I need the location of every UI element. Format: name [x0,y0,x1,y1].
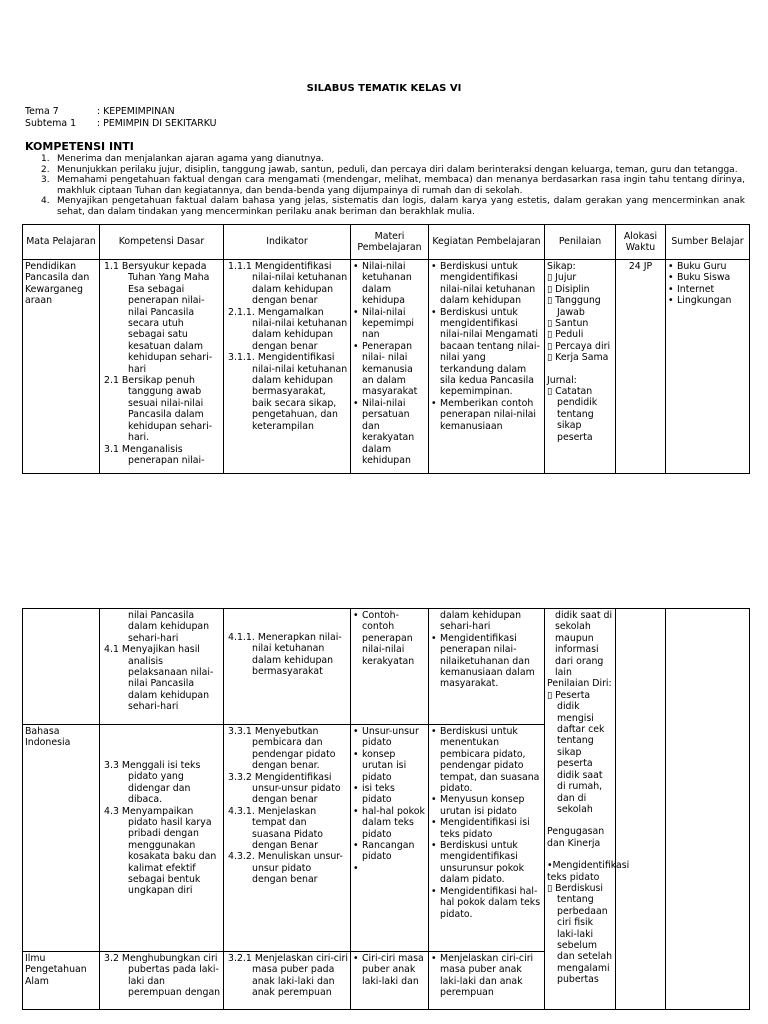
subtema-row [25,118,217,129]
cell-mapel: Ilmu Pengetahuan Alam [23,952,100,1010]
header-sumber: Sumber Belajar [666,225,750,260]
cell-alokasi [616,609,666,1010]
cell-indikator: 1.1.1 Mengidentifikasi nilai-nilai ketuhanan dalam kehidupan dengan benar 2.1.1. Mengamalkan nilai-nilai ketuhanan dalam kehidupan dengan benar 3.1.1. Mengidentifikasi nilai-nilai ketuhanan dalam kehidupan bermasyarakat, baik secara sikap, pengetahuan, dan keterampilan [224,260,351,474]
cell-indikator: 3.3.1 Menyebutkan pembicara dan pendengar pidato dengan benar. 3.3.2 Mengidentifikasi unsur-unsur pidato dengan benar 4.3.1. Menjelaskan tempat dan suasana Pidato dengan Benar 4.3.2. Menuliskan unsur-unsur pidato dengan benar [224,725,351,952]
list-item: 1. Menerima dan menjalankan ajaran agama yang dianutnya. [41,154,324,164]
tema-row [25,106,175,117]
silabus-table-page1 [22,224,750,474]
list-item: 3. Memahami pengetahuan faktual dengan cara mengamati (mendengar, melihat, membaca) dan menanya berdasarkan rasa ingin tahu tentang dirinya, makhluk ciptaan Tuhan dan kegiatannya, dan benda-benda yang dijumpainya di rumah dan di sekolah. [41,175,745,196]
cell-mapel: Bahasa Indonesia [23,725,100,952]
tema-value: : KEPEMIMPINAN [97,106,175,117]
cell-penilaian: Sikap: ▯ Jujur ▯ Disiplin ▯ Tanggung Jawab ▯ Santun ▯ Peduli ▯ Percaya diri ▯ Kerja Sama Jurnal: ▯ Catatan pendidik tentang sikap peserta [545,260,616,474]
silabus-table-page2 [22,608,750,1010]
table-row [23,609,750,725]
cell-sumber: • Buku Guru • Buku Siswa • Internet • Lingkungan [666,260,750,474]
cell-materi: • Contoh-contoh penerapan nilai-nilai kerakyatan [351,609,429,725]
header-kd: Kompetensi Dasar [100,225,224,260]
cell-kd: 3.2 Menghubungkan ciri pubertas pada laki-laki dan perempuan dengan [100,952,224,1010]
list-item: 2. Menunjukkan perilaku jujur, disiplin, tanggung jawab, santun, peduli, dan percaya diri dalam berinteraksi dengan keluarga, teman, guru dan tetangga. [41,164,738,175]
cell-kegiatan: • Berdiskusi untuk menentukan pembicara pidato, pendengar pidato tempat, dan suasana pidato. • Menyusun konsep urutan isi pidato • Mengidentifikasi isi teks pidato • Berdiskusi untuk mengidentifikasi unsurunsur pokok dalam pidato. • Mengidentifikasi hal-hal pokok dalam teks pidato. [429,725,545,952]
list-item: 4. Menyajikan pengetahuan faktual dalam bahasa yang jelas, sistematis dan logis, dalam karya yang estetis, dalam gerakan yang mencerminkan anak sehat, dan dalam tindakan yang mencerminkan perilaku anak beriman dan berakhlak mulia. [41,196,745,217]
kompetensi-inti-list [25,154,745,218]
cell-kegiatan: • Menjelaskan ciri-ciri masa puber anak laki-laki dan anak perempuan [429,952,545,1010]
cell-sumber [666,609,750,1010]
cell-materi: • Nilai-nilai ketuhanan dalam kehidupa • Nilai-nilai kepemimpi nan • Penerapan nilai- nilai kemanusia an dalam masyarakat • Nilai-nilai persatuan dan kerakyatan dalam kehidupan [351,260,429,474]
cell-penilaian: didik saat di sekolah maupun informasi dari orang lain Penilaian Diri: ▯ Peserta didik mengisi daftar cek tentang sikap peserta didik saat di rumah, dan di sekolah Pengugasan dan Kinerja •Mengidentifikasi teks pidato ▯ Berdiskusi tentang perbedaan ciri fisik laki-laki sebelum dan setelah mengalami pubertas [545,609,616,1010]
cell-materi: • Unsur-unsur pidato • konsep urutan isi pidato • isi teks pidato • hal-hal pokok dalam teks pidato • Rancangan pidato • [351,725,429,952]
cell-materi: • Ciri-ciri masa puber anak laki-laki dan [351,952,429,1010]
page-title: SILABUS TEMATIK KELAS VI [306,83,462,94]
subtema-label: Subtema 1 [25,118,77,129]
header-alokasi: Alokasi Waktu [616,225,666,260]
header-penilaian: Penilaian [545,225,616,260]
kompetensi-inti-heading: KOMPETENSI INTI [25,140,134,153]
cell-mapel: Pendidikan Pancasila dan Kewarganeg araan [23,260,100,474]
cell-kegiatan: • Berdiskusi untuk mengidentifikasi nilai-nilai ketuhanan dalam kehidupan • Berdiskusi untuk mengidentifikasi nilai-nilai Mengamati bacaan tentang nilai-nilai yang terkandung dalam sila kedua Pancasila kepemimpinan. • Memberikan contoh penerapan nilai-nilai kemanusiaan [429,260,545,474]
header-materi: Materi Pembelajaran [351,225,429,260]
cell-indikator: 4.1.1. Menerapkan nilai-nilai ketuhanan dalam kehidupan bermasyarakat [224,609,351,725]
cell-kegiatan: dalam kehidupan sehari-hari • Mengidentifikasi penerapan nilai-nilaiketuhanan dan kemanusiaan dalam masyarakat. [429,609,545,725]
cell-kd: 3.3 Menggali isi teks pidato yang didengar dan dibaca. 4.3 Menyampaikan pidato hasil karya pribadi dengan menggunakan kosakata baku dan kalimat efektif sebagai bentuk ungkapan diri [100,725,224,952]
tema-label: Tema 7 [25,106,59,117]
cell-indikator: 3.2.1 Menjelaskan ciri-ciri masa puber pada anak laki-laki dan anak perempuan [224,952,351,1010]
cell-kd: 1.1 Bersyukur kepada Tuhan Yang Maha Esa sebagai penerapan nilai-nilai Pancasila secara utuh sebagai satu kesatuan dalam kehidupan sehari-hari 2.1 Bersikap penuh tanggung awab sesuai nilai-nilai Pancasila dalam kehidupan sehari-hari. 3.1 Menganalisis penerapan nilai- [100,260,224,474]
subtema-value: : PEMIMPIN DI SEKITARKU [97,118,217,129]
header-kegiatan: Kegiatan Pembelajaran [429,225,545,260]
table-row [23,260,750,474]
cell-mapel [23,609,100,725]
header-indikator: Indikator [224,225,351,260]
cell-kd: nilai Pancasila dalam kehidupan sehari-hari 4.1 Menyajikan hasil analisis pelaksanaan nilai-nilai Pancasila dalam kehidupan sehari-hari [100,609,224,725]
table-header-row [23,225,750,260]
header-mapel: Mata Pelajaran [23,225,100,260]
cell-alokasi: 24 JP [616,260,666,474]
